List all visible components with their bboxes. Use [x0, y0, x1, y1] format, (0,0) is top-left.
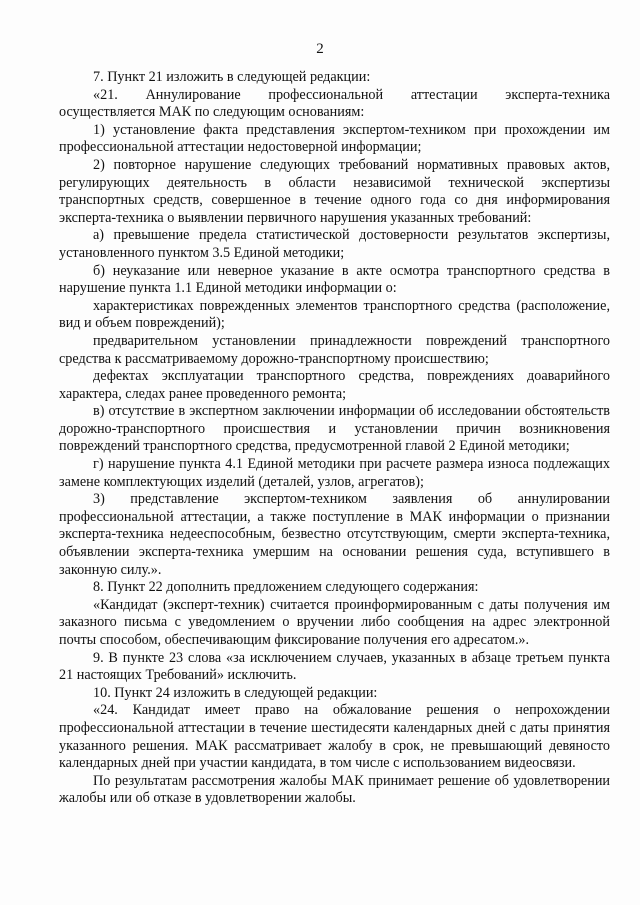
- paragraph-subitem-a: а) превышение предела статистической достоверности результатов экспертизы, установленного пунктом 3.5 Единой методики;: [59, 227, 610, 261]
- paragraph-subitem-v: в) отсутствие в экспертном заключении информации об исследовании обстоятельств дорожно-транспортного происшествия и установлении причин возникновения повреждений транспортного средства, предусмотренной главой 2 Единой методики;: [59, 403, 610, 455]
- paragraph-candidate-informed: «Кандидат (эксперт-техник) считается проинформированным с даты получения им заказного письма с уведомлением о вручении либо сообщения на адрес электронной почты способом, обеспечивающим фиксирование получения его адресатом.».: [59, 596, 610, 648]
- paragraph-preliminary: предварительном установлении принадлежности повреждений транспортного средства к рассматриваемому дорожно-транспортному происшествию;: [59, 332, 610, 367]
- paragraph-characteristics: характеристиках поврежденных элементов транспортного средства (расположение, вид и объем повреждений);: [59, 297, 610, 332]
- paragraph-complaint-result: По результатам рассмотрения жалобы МАК принимает решение об удовлетворении жалобы или об отказе в удовлетворении жалобы.: [59, 772, 610, 807]
- paragraph-item-24: «24. Кандидат имеет право на обжалование решения о непрохождении профессиональной аттестации в течение шестидесяти календарных дней с даты принятия указанного решения. МАК рассматривает жалобу в срок, не превышающий девяносто календарных дней при участии кандидата, в том числе с использованием видеосвязи.: [59, 702, 610, 772]
- paragraph-item-8: 8. Пункт 22 дополнить предложением следующего содержания:: [93, 579, 479, 596]
- paragraph-subitem-b: б) неуказание или неверное указание в акте осмотра транспортного средства в нарушение пункта 1.1 Единой методики информации о:: [59, 262, 610, 297]
- page-number: 2: [316, 41, 324, 57]
- paragraph-defects: дефектах эксплуатации транспортного средства, повреждениях доаварийного характера, следах ранее проведенного ремонта;: [59, 368, 610, 402]
- paragraph-item-7: 7. Пункт 21 изложить в следующей редакции:: [93, 69, 371, 85]
- paragraph-item-10: 10. Пункт 24 изложить в следующей редакции:: [93, 684, 378, 701]
- paragraph-subitem-g: г) нарушение пункта 4.1 Единой методики при расчете размера износа подлежащих замене комплектующих изделий (деталей, узлов, агрегатов);: [59, 456, 610, 490]
- paragraph-item-9: 9. В пункте 23 слова «за исключением случаев, указанных в абзаце третьем пункта 21 настоящих Требований» исключить.: [59, 649, 610, 684]
- paragraph-ground-2: 2) повторное нарушение следующих требований нормативных правовых актов, регулирующих деятельность в области независимой технической экспертизы транспортных средств, совершенное в течение одного года со дня информирования эксперта-техника о выявлении первичного нарушения указанных требований:: [59, 156, 610, 226]
- paragraph-item-21: «21. Аннулирование профессиональной аттестации эксперта-техника осуществляется МАК по следующим основаниям:: [59, 86, 610, 121]
- paragraph-ground-1: 1) установление факта представления экспертом-техником при прохождении им профессиональной аттестации недостоверной информации;: [59, 121, 610, 156]
- paragraph-ground-3: 3) представление экспертом-техником заявления об аннулировании профессиональной аттестации, а также поступление в МАК информации о признании эксперта-техника недееспособным, безвестно отсутствующим, смерти эксперта-техника, объявлении эксперта-техника умершим на основании решения суда, вступившего в законную силу.».: [59, 491, 610, 578]
- document-body: [59, 69, 610, 808]
